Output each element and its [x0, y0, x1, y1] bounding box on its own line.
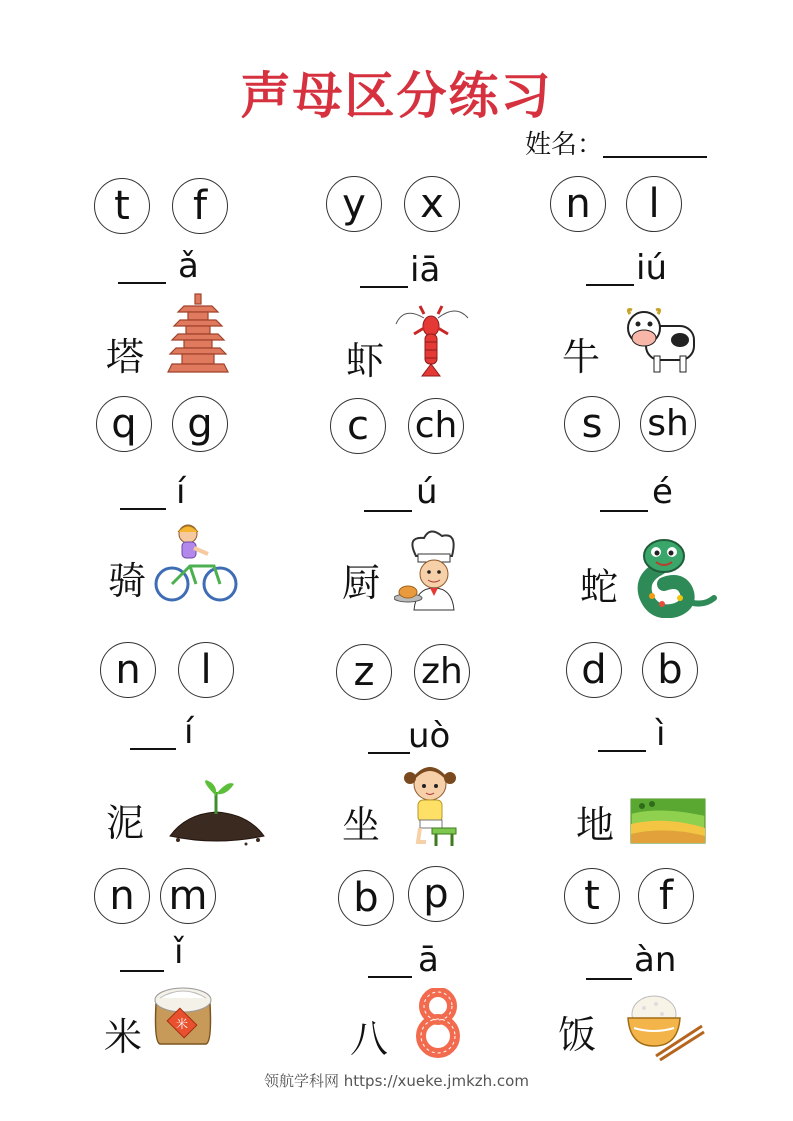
- answer-blank[interactable]: [598, 750, 646, 752]
- exercise-item: [336, 642, 576, 872]
- final-syllable: ǐ: [174, 932, 184, 972]
- option-circle[interactable]: c: [330, 398, 386, 454]
- hanzi-character: 米: [104, 1015, 143, 1059]
- option-circle[interactable]: ch: [408, 398, 464, 454]
- answer-blank[interactable]: [120, 970, 164, 972]
- option-circle[interactable]: s: [564, 396, 620, 452]
- final-syllable: iā: [410, 250, 441, 290]
- exercise-item: [564, 396, 793, 626]
- final-syllable: é: [652, 472, 673, 512]
- answer-blank[interactable]: [600, 510, 648, 512]
- option-circle[interactable]: n: [550, 176, 606, 232]
- exercise-item: [550, 176, 790, 406]
- cyclist-picture: [154, 522, 238, 604]
- exercise-item: [326, 176, 566, 406]
- final-syllable: uò: [408, 716, 451, 756]
- svg-text:米: 米: [175, 1017, 189, 1031]
- answer-blank[interactable]: [368, 976, 412, 978]
- hanzi-character: 牛: [562, 335, 601, 379]
- final-syllable: ú: [416, 472, 438, 512]
- option-circle[interactable]: q: [96, 396, 152, 452]
- final-syllable: ǎ: [178, 246, 199, 286]
- exercise-item: [558, 866, 793, 1096]
- answer-blank[interactable]: [118, 282, 166, 284]
- exercise-item: [338, 866, 578, 1096]
- shrimp-picture: [394, 304, 470, 380]
- rice-bowl-picture: [626, 990, 706, 1062]
- option-circle[interactable]: p: [408, 866, 464, 922]
- final-syllable: ā: [418, 940, 439, 980]
- hanzi-character: 虾: [346, 339, 385, 383]
- final-syllable: í: [176, 472, 186, 512]
- hanzi-character: 骑: [108, 559, 147, 603]
- option-circle[interactable]: z: [336, 644, 392, 700]
- page-title: 声母区分练习: [240, 67, 553, 125]
- hanzi-character: 塔: [106, 335, 145, 379]
- final-syllable: í: [184, 712, 194, 752]
- answer-blank[interactable]: [120, 508, 166, 510]
- option-circle[interactable]: f: [172, 178, 228, 234]
- option-circle[interactable]: l: [178, 642, 234, 698]
- sitting-girl-picture: [398, 762, 462, 848]
- option-circle[interactable]: x: [404, 176, 460, 232]
- option-circle[interactable]: b: [642, 642, 698, 698]
- number-eight-picture: [410, 988, 466, 1058]
- option-circle[interactable]: g: [172, 396, 228, 452]
- cow-picture: [624, 306, 700, 378]
- field-picture: [630, 798, 706, 844]
- option-circle[interactable]: t: [564, 868, 620, 924]
- answer-blank[interactable]: [586, 978, 632, 980]
- option-circle[interactable]: m: [160, 868, 216, 924]
- exercise-item: [566, 642, 793, 872]
- answer-blank[interactable]: [360, 286, 408, 288]
- snake-picture: [636, 538, 718, 618]
- hanzi-character: 厨: [342, 561, 381, 605]
- final-syllable: àn: [634, 940, 677, 980]
- hanzi-character: 蛇: [580, 565, 619, 609]
- option-circle[interactable]: b: [338, 870, 394, 926]
- option-circle[interactable]: d: [566, 642, 622, 698]
- hanzi-character: 坐: [342, 803, 381, 847]
- option-circle[interactable]: f: [638, 868, 694, 924]
- answer-blank[interactable]: [586, 284, 634, 286]
- hanzi-character: 泥: [106, 801, 145, 845]
- final-syllable: iú: [636, 248, 667, 288]
- option-circle[interactable]: n: [94, 868, 150, 924]
- soil-picture: [166, 778, 268, 848]
- hanzi-character: 八: [350, 1017, 389, 1061]
- exercise-item: [96, 396, 336, 626]
- exercise-item: [94, 176, 334, 406]
- hanzi-character: 饭: [558, 1013, 597, 1057]
- pagoda-picture: [166, 292, 230, 378]
- option-circle[interactable]: y: [326, 176, 382, 232]
- exercise-item: [94, 866, 334, 1096]
- name-label: 姓名：: [525, 130, 604, 160]
- option-circle[interactable]: sh: [640, 396, 696, 452]
- chef-picture: [394, 526, 474, 612]
- exercise-item: [330, 396, 570, 626]
- answer-blank[interactable]: [364, 510, 412, 512]
- rice-sack-picture: [150, 984, 216, 1046]
- answer-blank[interactable]: [368, 752, 410, 754]
- exercise-item: [100, 642, 340, 872]
- footer-credit: 领航学科网 https://xueke.jmkzh.com: [264, 1072, 529, 1090]
- answer-blank[interactable]: [130, 748, 176, 750]
- name-blank[interactable]: [603, 156, 707, 158]
- option-circle[interactable]: l: [626, 176, 682, 232]
- final-syllable: ì: [656, 714, 666, 754]
- option-circle[interactable]: n: [100, 642, 156, 698]
- hanzi-character: 地: [576, 803, 615, 847]
- option-circle[interactable]: t: [94, 178, 150, 234]
- option-circle[interactable]: zh: [414, 644, 470, 700]
